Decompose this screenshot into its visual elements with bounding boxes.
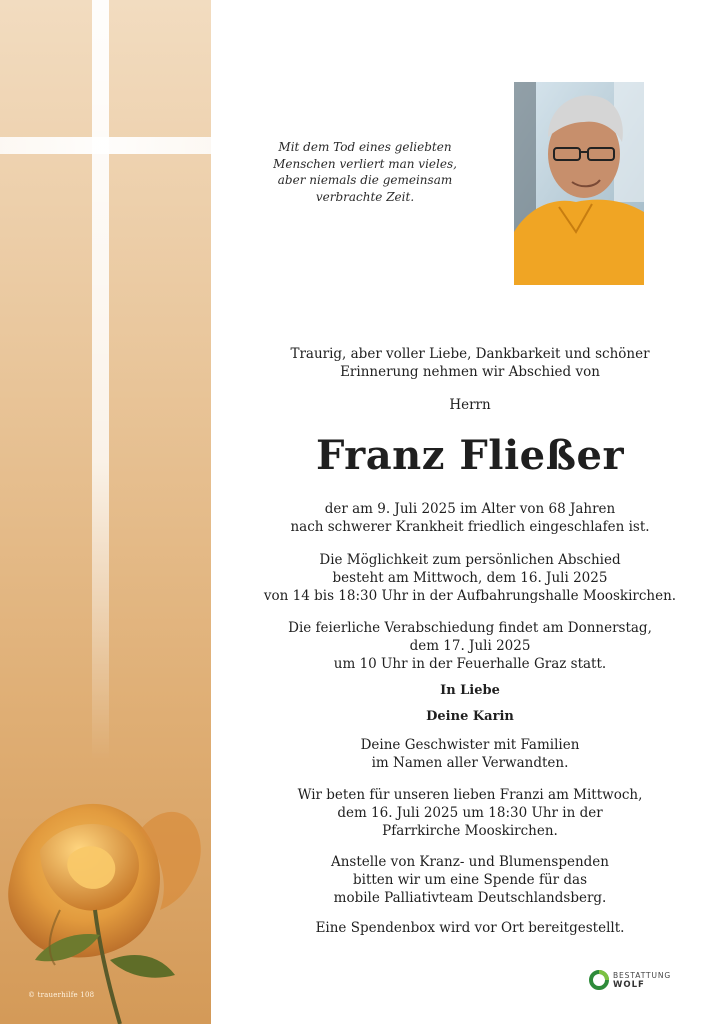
prayer-line: Pfarrkirche Mooskirchen. bbox=[382, 823, 558, 839]
quote-line: Mit dem Tod eines geliebten bbox=[278, 140, 452, 154]
portrait-photo bbox=[514, 82, 644, 285]
viewing-info bbox=[216, 551, 724, 605]
logo-text-top: BESTATTUNG bbox=[613, 971, 672, 980]
signer-name: Deine Karin bbox=[426, 709, 514, 724]
memorial-quote bbox=[250, 139, 480, 205]
logo-ring-icon bbox=[588, 969, 610, 991]
cross-horizontal-beam bbox=[0, 137, 211, 154]
intro-line: Traurig, aber voller Liebe, Dankbarkeit und schöner bbox=[290, 346, 650, 362]
viewing-line: besteht am Mittwoch, dem 16. Juli 2025 bbox=[332, 570, 608, 586]
intro-line: Erinnerung nehmen wir Abschied von bbox=[340, 364, 600, 380]
farewell-line: um 10 Uhr in der Feuerhalle Graz statt. bbox=[333, 656, 607, 672]
copyright-text: © trauerhilfe 108 bbox=[28, 991, 95, 999]
closing-phrase: In Liebe bbox=[440, 683, 500, 698]
family-line: im Namen aller Verwandten. bbox=[371, 755, 569, 771]
quote-line: Menschen verliert man vieles, bbox=[273, 156, 457, 171]
donation-line: bitten wir um eine Spende für das bbox=[352, 872, 588, 888]
donation-line: Anstelle von Kranz- und Blumenspenden bbox=[330, 854, 609, 870]
family-info bbox=[216, 736, 724, 772]
farewell-line: Die feierliche Verabschiedung findet am Donnerstag, bbox=[288, 620, 652, 636]
donation-box-note: Eine Spendenbox wird vor Ort bereitgestellt. bbox=[315, 920, 625, 936]
quote-line: aber niemals die gemeinsam bbox=[277, 173, 453, 187]
death-notice-line: nach schwerer Krankheit friedlich eingeschlafen ist. bbox=[290, 519, 650, 535]
death-notice bbox=[216, 500, 724, 536]
decorative-sidebar bbox=[0, 0, 211, 1024]
viewing-line: Die Möglichkeit zum persönlichen Abschied bbox=[319, 552, 621, 568]
prayer-line: dem 16. Juli 2025 um 18:30 Uhr in der bbox=[337, 805, 603, 821]
farewell-line: dem 17. Juli 2025 bbox=[409, 638, 531, 654]
logo-text-bottom: WOLF bbox=[613, 980, 645, 990]
donation-line: mobile Palliativteam Deutschlandsberg. bbox=[333, 890, 607, 906]
prayer-line: Wir beten für unseren lieben Franzi am Mittwoch, bbox=[297, 787, 643, 803]
quote-line: verbrachte Zeit. bbox=[315, 189, 415, 204]
family-line: Deine Geschwister mit Familien bbox=[360, 737, 580, 753]
viewing-line: von 14 bis 18:30 Uhr in der Aufbahrungshalle Mooskirchen. bbox=[263, 588, 677, 604]
prayer-info bbox=[216, 786, 724, 840]
donation-info bbox=[216, 853, 724, 907]
salutation: Herrn bbox=[449, 397, 491, 413]
deceased-name: Franz Fließer bbox=[315, 432, 625, 479]
cross-vertical-beam bbox=[92, 0, 109, 760]
farewell-info bbox=[216, 619, 724, 673]
intro-text bbox=[216, 345, 724, 381]
rose-image bbox=[0, 760, 211, 1024]
funeral-home-logo bbox=[588, 969, 688, 993]
death-notice-line: der am 9. Juli 2025 im Alter von 68 Jahren bbox=[324, 501, 616, 517]
